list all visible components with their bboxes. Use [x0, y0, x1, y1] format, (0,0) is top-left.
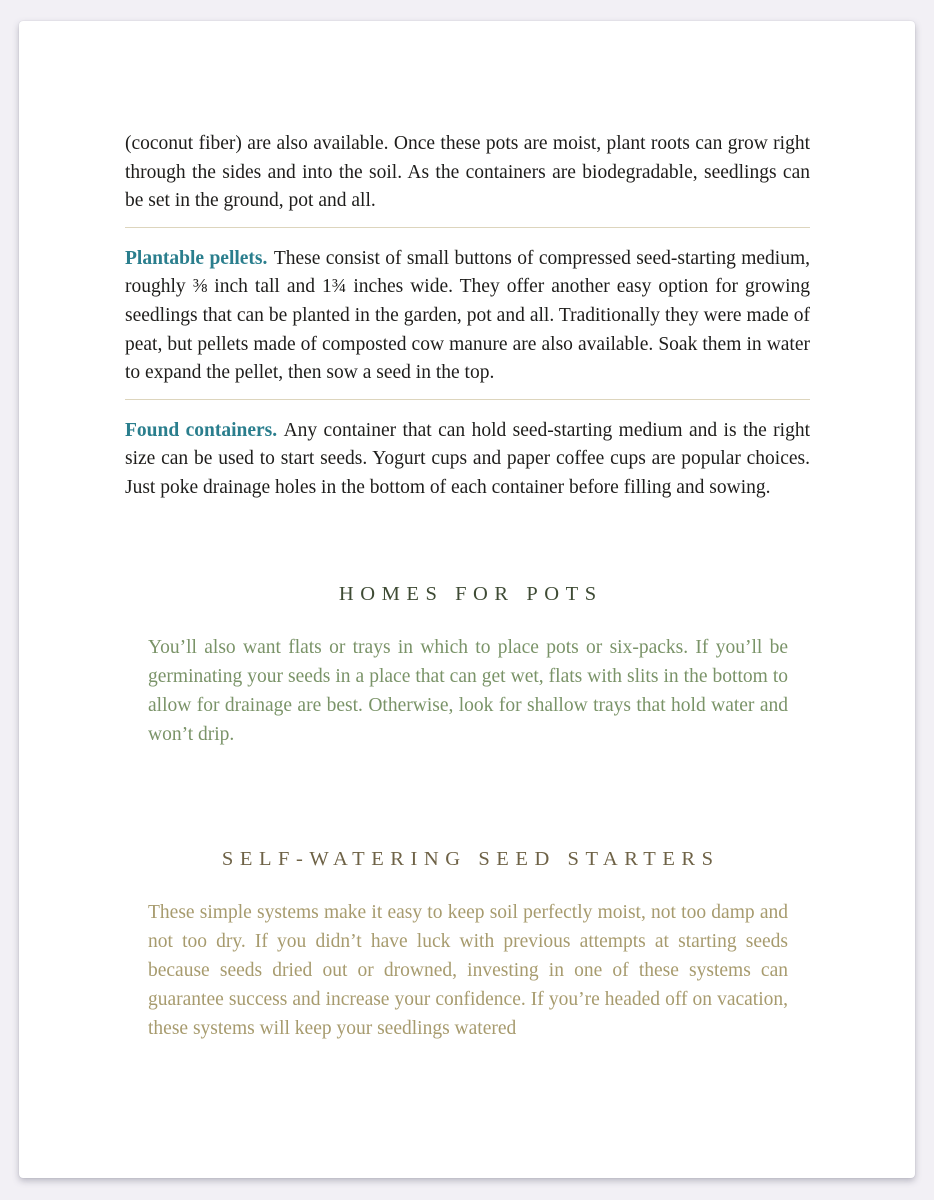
entry-lead-found-containers: Found containers. [125, 419, 278, 441]
section-heading-homes-for-pots: HOMES FOR POTS [338, 582, 603, 605]
entry-lead-plantable-pellets: Plantable pellets. [125, 247, 268, 269]
entry-plantable-pellets [125, 245, 810, 388]
entry-found-containers [125, 417, 810, 503]
entry-body-plantable-pellets: These consist of small buttons of compressed seed-starting medium, roughly ⅜ inch tall and 1¾ inches wide. They offer another easy option for growing seedlings that can be planted in the garden, pot and all. Traditionally they were made of peat, but pellets made of composted cow manure are also available. Soak them in water to expand the pellet, then sow a seed in the top. [125, 247, 810, 384]
section-paragraph-self-watering-seed-starters: These simple systems make it easy to keep soil perfectly moist, not too damp and not too dry. If you didn’t have luck with previous attempts at starting seeds because seeds dried out or drowned, investing in one of these systems can guarantee success and increase your confidence. If you’re headed off on vacation, these systems will keep your seedlings watered [148, 901, 788, 1039]
entry-body-found-containers: Any container that can hold seed-starting medium and is the right size can be used to start seeds. Yogurt cups and paper coffee cups are popular choices. Just poke drainage holes in the bottom of each container before filling and sowing. [125, 419, 811, 498]
intro-paragraph: (coconut fiber) are also available. Once these pots are moist, plant roots can grow right through the sides and into the soil. As the containers are biodegradable, seedlings can be set in the ground, pot and all. [125, 133, 810, 212]
document-page [19, 21, 915, 1178]
divider-rule [125, 399, 810, 400]
divider-rule [125, 227, 810, 228]
section-paragraph-homes-for-pots: You’ll also want flats or trays in which to place pots or six-packs. If you’ll be germinating your seeds in a place that can get wet, flats with slits in the bottom to allow for drainage are best. Otherwise, look for shallow trays that hold water and won’t drip. [148, 636, 788, 745]
section-heading-self-watering-seed-starters: SELF-WATERING SEED STARTERS [221, 847, 720, 870]
